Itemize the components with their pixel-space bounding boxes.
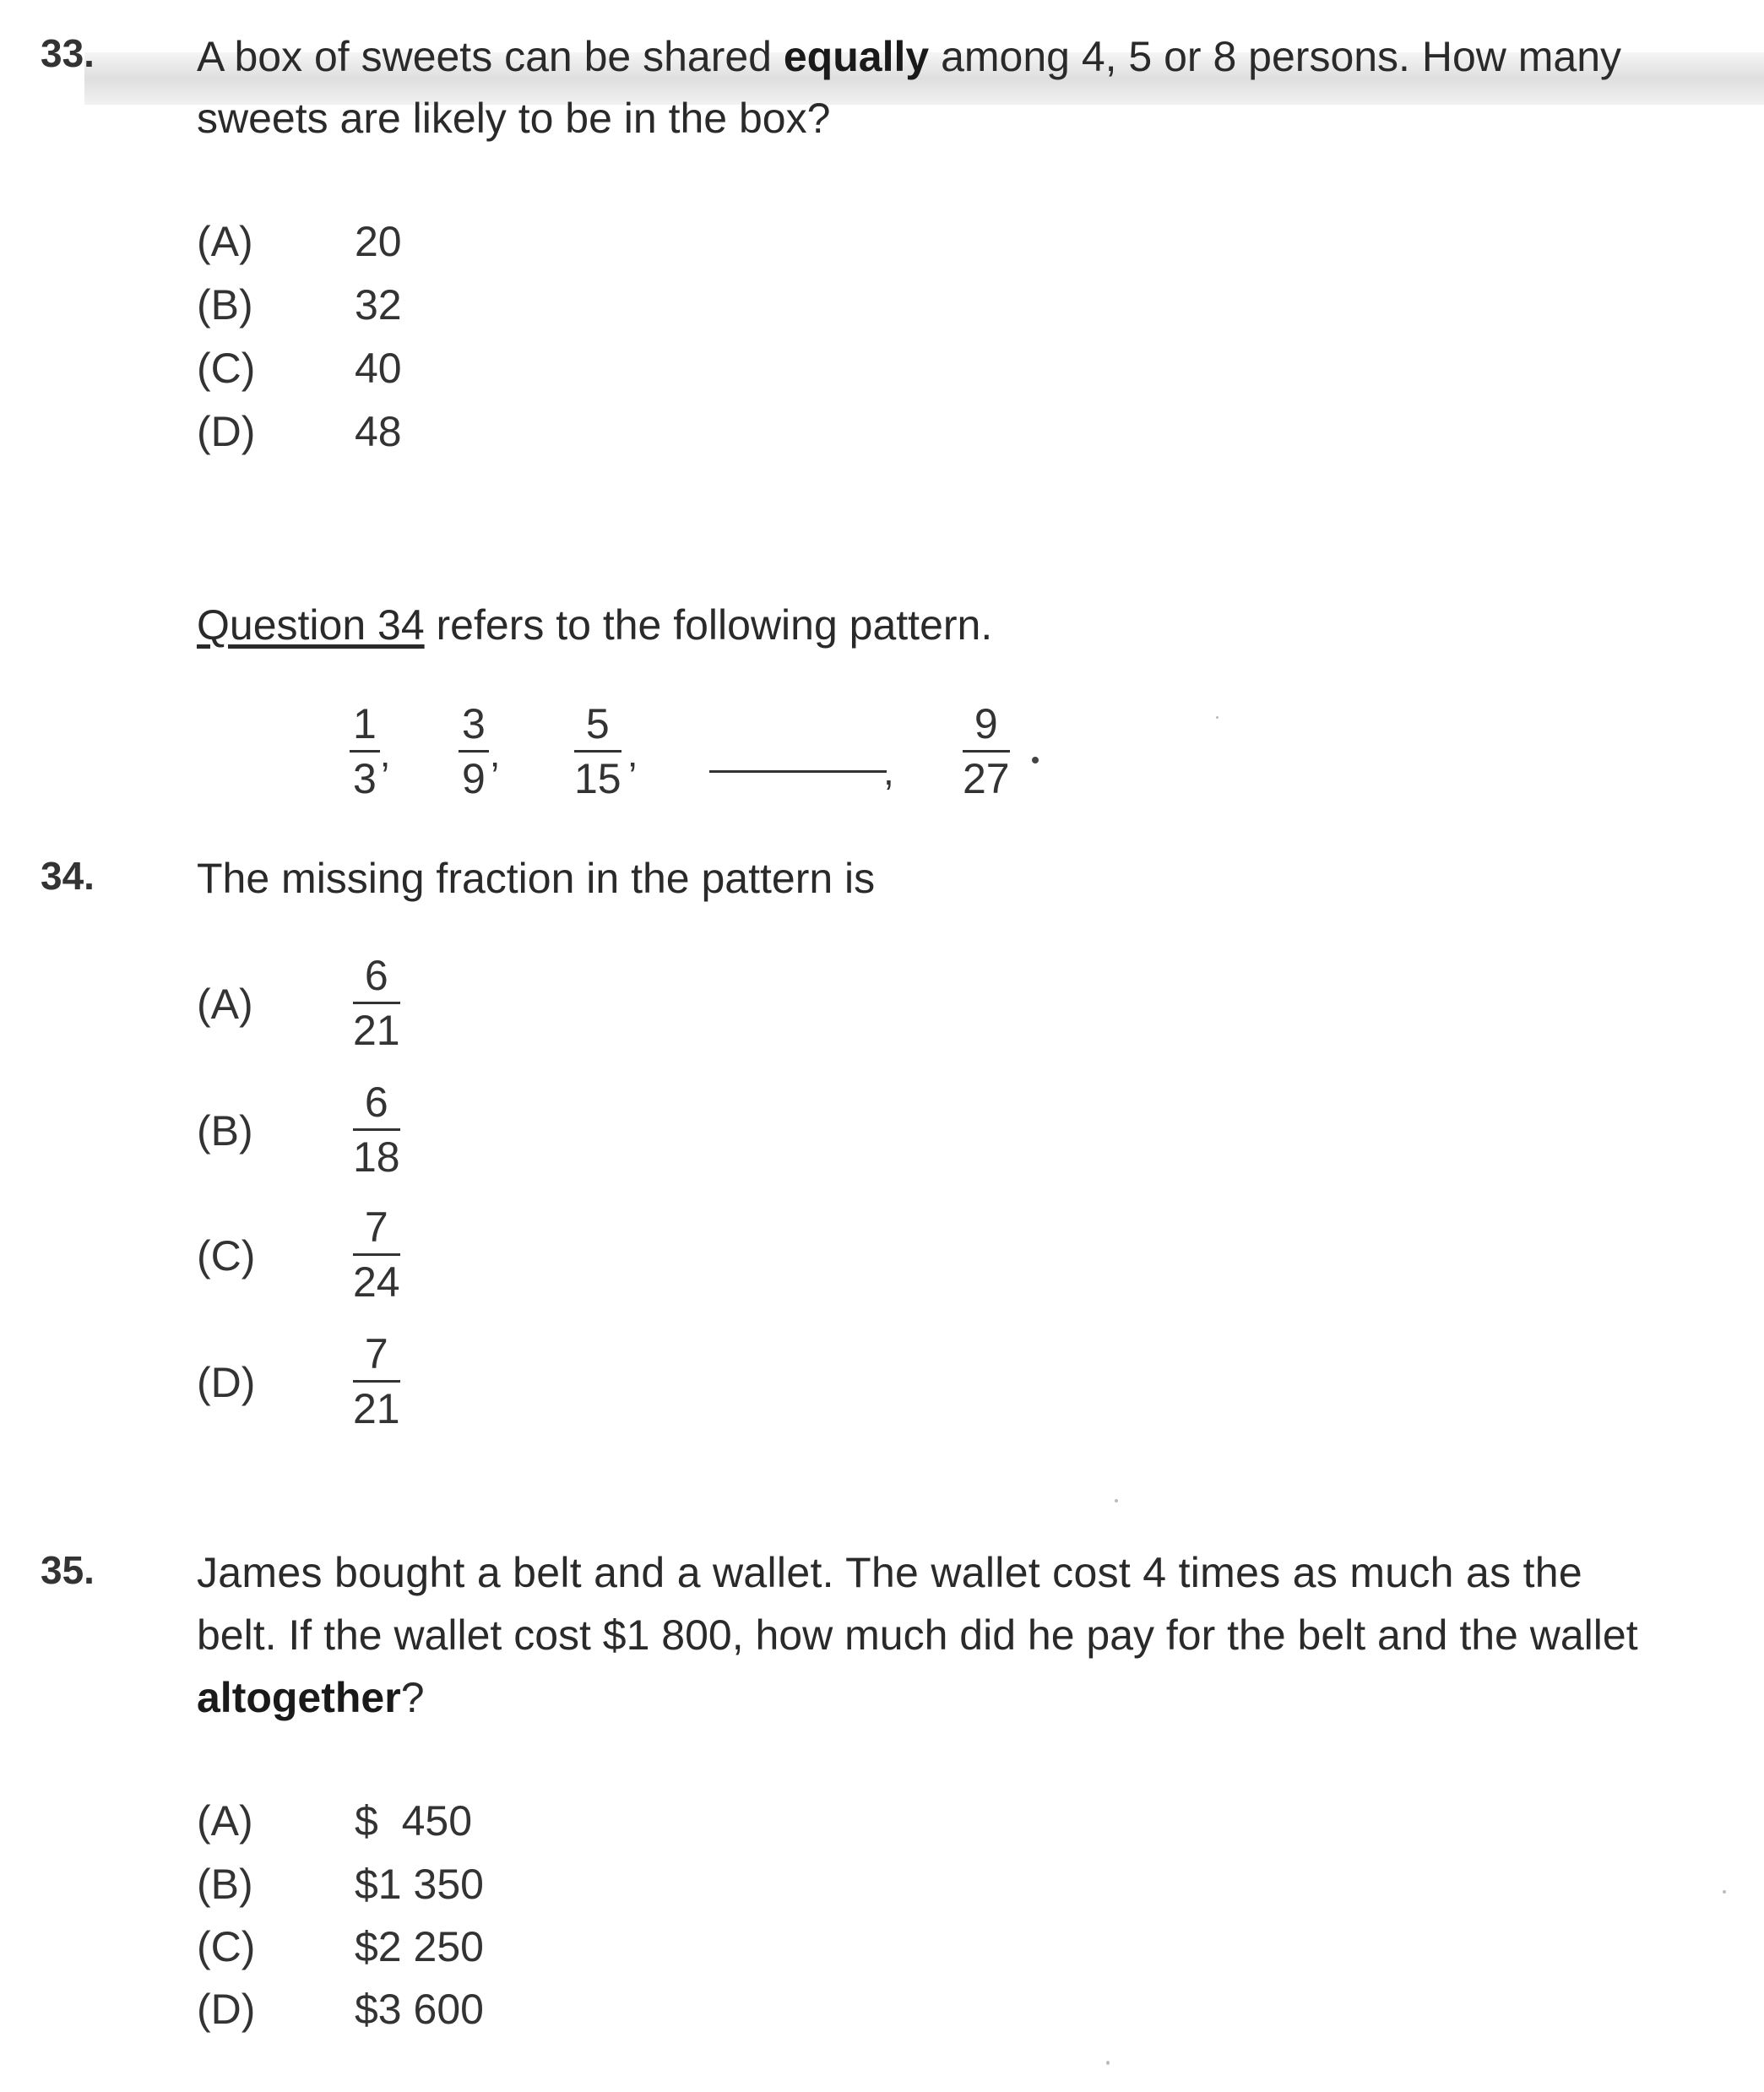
question-35-line-2: belt. If the wallet cost $1 800, how much did he pay for the belt and the wallet: [197, 1611, 1638, 1659]
scan-speck: [1723, 1890, 1726, 1894]
pattern-comma: ’: [381, 754, 390, 798]
question-35-line-3: [197, 1666, 425, 1729]
q33-bold-word: equally: [783, 33, 930, 80]
fraction-denominator: 3: [353, 755, 377, 802]
q34-intro-rest: refers to the following pattern.: [424, 601, 993, 649]
fraction-numerator: 5: [585, 700, 610, 747]
fraction-numerator: 1: [353, 700, 377, 747]
fraction-denominator: 24: [353, 1258, 400, 1306]
q34-option-c-label[interactable]: (C): [197, 1232, 256, 1280]
question-33-number: 33.: [41, 31, 95, 75]
q33-text-part: among 4, 5 or 8 persons. How many: [929, 33, 1622, 80]
q35-option-c-value: $2 250: [355, 1923, 484, 1970]
question-33-line-2: sweets are likely to be in the box?: [197, 95, 831, 142]
period-dot: [1032, 757, 1039, 763]
q35-option-a-label[interactable]: (A): [197, 1797, 253, 1845]
q33-option-c-value: 40: [355, 345, 402, 392]
q35-text-part: ?: [400, 1674, 425, 1721]
q33-option-b-value: 32: [355, 281, 402, 329]
q34-intro-underlined: Question 34: [197, 601, 425, 649]
fraction-denominator: 27: [963, 755, 1010, 802]
q33-option-a-value: 20: [355, 218, 402, 265]
question-33-line-1: [197, 25, 1621, 88]
q33-option-d-value: 48: [355, 408, 402, 455]
question-34-text: The missing fraction in the pattern is: [197, 855, 876, 902]
scan-speck: [1216, 716, 1219, 719]
fraction-denominator: 21: [353, 1385, 400, 1432]
q35-bold-word: altogether: [197, 1674, 401, 1721]
q34-option-b-fraction: [353, 1079, 400, 1181]
q33-option-a-label[interactable]: (A): [197, 218, 253, 265]
fraction-denominator: 9: [462, 755, 486, 802]
q34-option-a-label[interactable]: (A): [197, 981, 253, 1028]
fraction-numerator: 3: [462, 700, 486, 747]
q35-option-c-label[interactable]: (C): [197, 1923, 256, 1970]
fraction-numerator: 7: [364, 1204, 388, 1251]
missing-fraction-blank: [709, 770, 887, 773]
q34-option-d-fraction: [353, 1330, 400, 1432]
fraction-numerator: 7: [364, 1330, 388, 1377]
q35-option-b-label[interactable]: (B): [197, 1861, 253, 1908]
fraction-denominator: 21: [353, 1007, 400, 1054]
fraction-numerator: 6: [364, 1079, 388, 1126]
question-34-intro: [197, 594, 992, 656]
fraction-denominator: 15: [574, 755, 621, 802]
pattern-comma: ’: [628, 754, 638, 798]
q35-option-b-value: $1 350: [355, 1861, 484, 1908]
pattern-fraction-2: [459, 700, 489, 802]
question-35-number: 35.: [41, 1548, 95, 1592]
scan-speck: [1106, 2061, 1110, 2065]
q33-option-b-label[interactable]: (B): [197, 281, 253, 329]
pattern-fraction-4: [963, 700, 1010, 802]
question-34-number: 34.: [41, 854, 95, 898]
q33-option-c-label[interactable]: (C): [197, 345, 256, 392]
q34-option-a-fraction: [353, 952, 400, 1054]
q34-option-d-label[interactable]: (D): [197, 1359, 256, 1406]
fraction-numerator: 6: [364, 952, 388, 999]
pattern-fraction-1: [350, 700, 380, 802]
q35-option-d-label[interactable]: (D): [197, 1986, 256, 2033]
scan-speck: [1115, 1499, 1118, 1502]
fraction-denominator: 18: [353, 1133, 400, 1181]
fraction-numerator: 9: [974, 700, 998, 747]
q34-option-c-fraction: [353, 1204, 400, 1306]
q33-text-part: A box of sweets can be shared: [197, 33, 784, 80]
pattern-fraction-3: [574, 700, 621, 802]
q35-option-a-value: $ 450: [355, 1797, 473, 1845]
pattern-comma: ,: [883, 749, 894, 793]
q33-option-d-label[interactable]: (D): [197, 408, 256, 455]
q35-option-d-value: $3 600: [355, 1986, 484, 2033]
question-35-line-1: James bought a belt and a wallet. The wallet cost 4 times as much as the: [197, 1549, 1582, 1596]
q34-option-b-label[interactable]: (B): [197, 1107, 253, 1155]
pattern-comma: ’: [491, 754, 500, 798]
